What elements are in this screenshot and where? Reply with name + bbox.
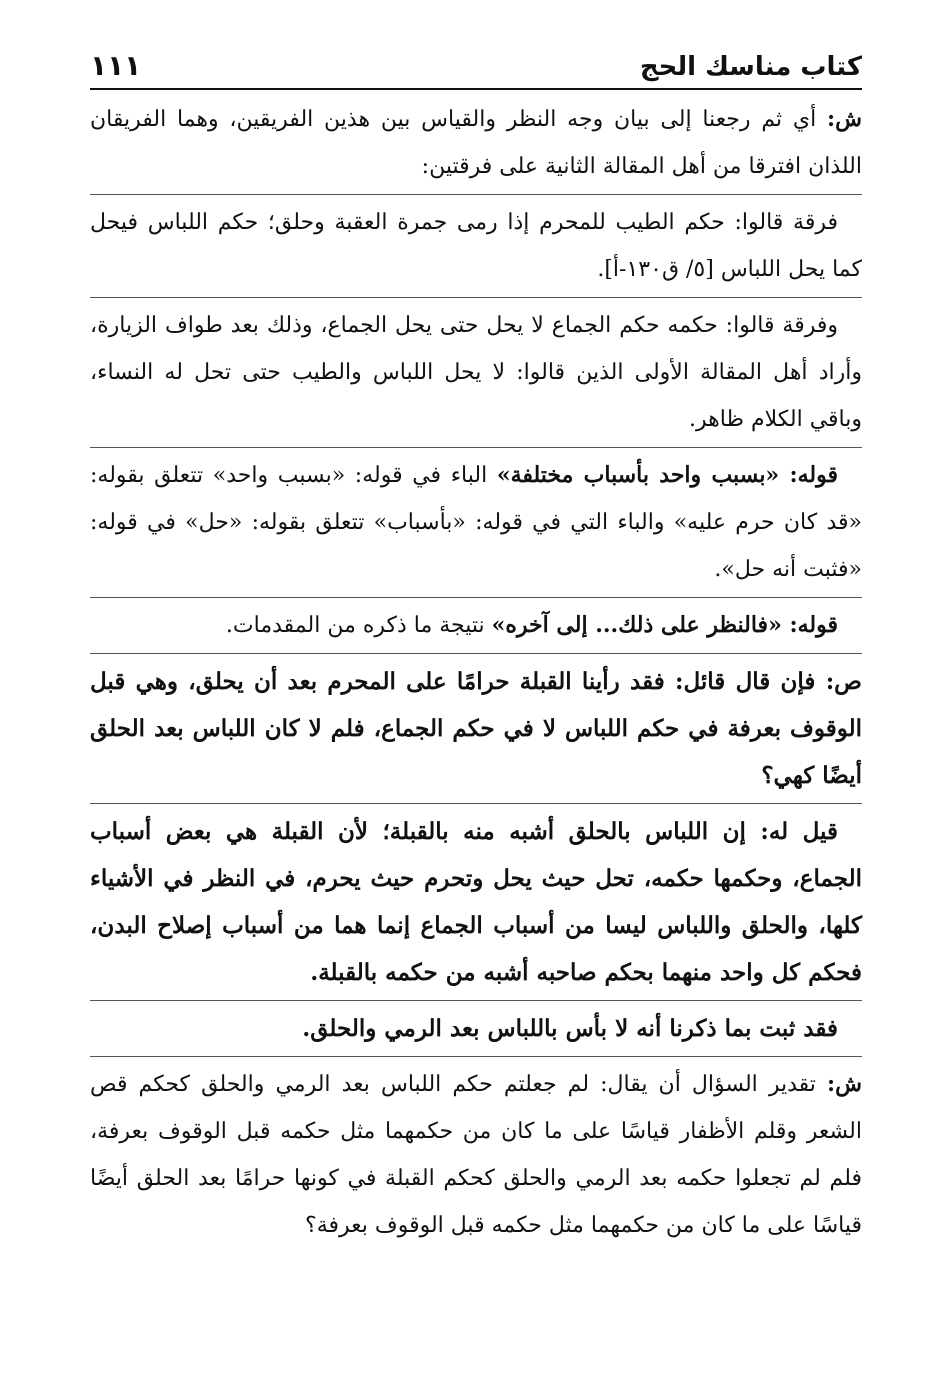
page-content	[90, 92, 862, 1253]
commentary-marker: ش:	[827, 106, 862, 132]
source-text-paragraph	[90, 1001, 862, 1057]
paragraph-text: فقد ثبت بما ذكرنا أنه لا بأس باللباس بعد الرمي والحلق.	[302, 1015, 838, 1042]
quote-paragraph	[90, 598, 862, 654]
quoted-phrase: «بسبب واحد بأسباب مختلفة»	[496, 462, 790, 488]
commentary-marker: ش:	[827, 1071, 862, 1097]
paragraph-text: وفرقة قالوا: حكمه حكم الجماع لا يحل حتى يحل الجماع، وذلك بعد طواف الزيارة، وأراد أهل المقالة الأولى الذين قالوا: لا يحل اللباس والطيب حتى تحل له النساء، وباقي الكلام ظاهر.	[90, 313, 862, 432]
paragraph-text: نتيجة ما ذكره من المقدمات.	[225, 613, 492, 638]
commentary-paragraph	[90, 92, 862, 195]
source-text-paragraph	[90, 654, 862, 804]
text-paragraph	[90, 298, 862, 448]
text-paragraph	[90, 195, 862, 298]
paragraph-text: الباء في قوله: «بسبب واحد» تتعلق بقوله: «قد كان حرم عليه» والباء التي في قوله: «بأسباب» تتعلق بقوله: «حل» في قوله: «فثبت أنه حل».	[90, 463, 862, 582]
quote-paragraph	[90, 448, 862, 598]
paragraph-text: تقدير السؤال أن يقال: لم جعلتم حكم اللباس بعد الرمي والحلق كحكم قص الشعر وقلم الأظفار قياسًا على ما كان من حكمهما مثل حكمه قبل الوقوف بعرفة، فلم لم تجعلوا حكمه بعد الرمي والحلق كحكم القبلة في كونها حرامًا بعد الحلق أيضًا قياسًا على ما كان من حكمهما مثل حكمه قبل الوقوف بعرفة؟	[90, 1072, 862, 1238]
paragraph-text: أي ثم رجعنا إلى بيان وجه النظر والقياس بين هذين الفريقين، وهما الفريقان اللذان افترقا من أهل المقالة الثانية على فرقتين:	[90, 107, 862, 179]
page-header	[90, 30, 862, 90]
commentary-paragraph	[90, 1057, 862, 1253]
source-text-paragraph	[90, 804, 862, 1001]
paragraph-text: قيل له: إن اللباس بالحلق أشبه منه بالقبلة؛ لأن القبلة هي بعض أسباب الجماع، وحكمها حكمه، تحل حيث يحل وتحرم حيث يحرم، في النظر في الأشياء كلها، والحلق واللباس ليسا من أسباب الجماع إنما هما من أسباب إصلاح البدن، فحكم كل واحد منهما بحكم صاحبه أشبه من حكمه بالقبلة.	[90, 818, 862, 986]
page-number: ١١١	[90, 49, 142, 82]
paragraph-text: فرقة قالوا: حكم الطيب للمحرم إذا رمى جمرة العقبة وحلق؛ حكم اللباس فيحل كما يحل اللباس [٥/ ق١٣٠-أ].	[90, 210, 862, 282]
quote-lead: قوله:	[789, 612, 838, 638]
quoted-phrase: «فالنظر على ذلك... إلى آخره»	[491, 612, 790, 638]
paragraph-text: ص: فإن قال قائل: فقد رأينا القبلة حرامًا على المحرم بعد أن يحلق، وهي قبل الوقوف بعرفة في حكم اللباس لا في حكم الجماع، فلم لا كان اللباس بعد الحلق أيضًا كهي؟	[90, 668, 862, 789]
book-title: كتاب مناسك الحج	[639, 52, 862, 82]
quote-lead: قوله:	[789, 462, 838, 488]
